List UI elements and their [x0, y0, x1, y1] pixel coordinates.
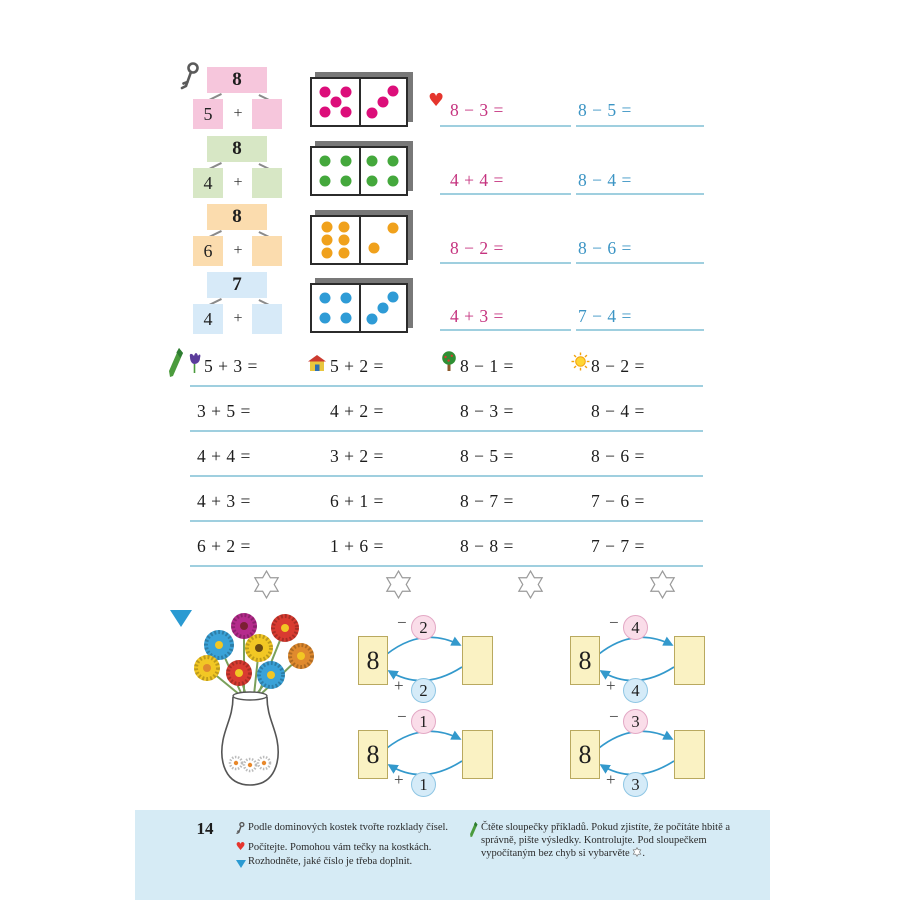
domino-tile [310, 146, 408, 196]
total-box: 8 [207, 67, 267, 93]
machine-output-box-empty[interactable] [462, 636, 493, 685]
machine-output-box-empty[interactable] [674, 636, 705, 685]
total-box: 8 [207, 204, 267, 230]
plus-sign: + [233, 105, 243, 122]
column-equation: 8 − 8 = [460, 536, 514, 556]
domino-tile [310, 283, 408, 333]
equation: 8 − 2 = [450, 238, 504, 258]
answer-line[interactable] [576, 329, 704, 331]
plus-sign: + [394, 676, 404, 695]
plus-value-circle: 1 [411, 772, 436, 797]
answer-line[interactable] [576, 193, 704, 195]
heart-icon: ♥ [235, 840, 246, 853]
minus-value-circle: 3 [623, 709, 648, 734]
equation: 8 − 6 = [578, 238, 632, 258]
column-equation: 7 − 6 = [591, 491, 645, 511]
flower [245, 634, 273, 662]
minus-value-circle: 1 [411, 709, 436, 734]
instruction-text: Rozhodněte, jaké číslo je třeba doplnit. [248, 856, 413, 867]
number-machine [358, 612, 492, 704]
machine-output-box-empty[interactable] [674, 730, 705, 779]
answer-box-empty[interactable] [252, 168, 282, 198]
triangle-down-icon [170, 610, 192, 627]
sun-icon [571, 352, 590, 376]
column-equation: 6 + 2 = [197, 536, 251, 556]
addend-box: 4 [193, 168, 223, 198]
pen-icon [167, 347, 184, 383]
instruction-text: Počítejte. Pomohou vám tečky na kostkách. [248, 842, 432, 853]
column-equation: 8 − 2 = [591, 356, 645, 376]
column-equation: 8 − 4 = [591, 401, 645, 421]
answer-line[interactable] [440, 125, 571, 127]
answer-line[interactable] [190, 385, 703, 387]
domino-right-half [359, 217, 406, 263]
machine-output-box-empty[interactable] [462, 730, 493, 779]
plus-value-circle: 3 [623, 772, 648, 797]
equation: 8 − 5 = [578, 100, 632, 120]
total-box: 8 [207, 136, 267, 162]
column-equation: 4 + 2 = [330, 401, 384, 421]
domino-left-half [312, 217, 361, 263]
column-equation: 8 − 6 = [591, 446, 645, 466]
triangle-down-icon [233, 855, 248, 873]
plus-sign: + [606, 676, 616, 695]
addend-box: 6 [193, 236, 223, 266]
number-machine [570, 706, 704, 798]
equation: 7 − 4 = [578, 306, 632, 326]
tulip-icon [188, 352, 201, 379]
reward-star-icon[interactable] [383, 569, 414, 605]
plus-value-circle: 4 [623, 678, 648, 703]
house-icon [308, 355, 326, 376]
decomposition-group [185, 272, 297, 335]
total-box: 7 [207, 272, 267, 298]
domino-left-half [312, 148, 361, 194]
addend-box: 4 [193, 304, 223, 334]
answer-box-empty[interactable] [252, 99, 282, 129]
number-machine [570, 612, 704, 704]
tree-icon [441, 351, 457, 376]
machine-input-box: 8 [358, 636, 388, 685]
vase-daisy-band [230, 757, 270, 771]
answer-line[interactable] [190, 520, 703, 522]
decomposition-group [185, 67, 297, 130]
equation: 8 − 4 = [578, 170, 632, 190]
key-icon [233, 821, 248, 840]
column-equation: 8 − 7 = [460, 491, 514, 511]
column-equation: 5 + 3 = [204, 356, 258, 376]
minus-sign: − [397, 613, 407, 632]
instruction-row [233, 855, 463, 873]
answer-line[interactable] [576, 125, 704, 127]
equation: 8 − 3 = [450, 100, 504, 120]
instruction-row [233, 821, 463, 840]
column-equation: 8 − 1 = [460, 356, 514, 376]
pen-icon [466, 821, 481, 860]
flower [194, 655, 220, 681]
flower [226, 660, 252, 686]
plus-sign: + [394, 770, 404, 789]
answer-line[interactable] [190, 475, 703, 477]
column-equation: 8 − 5 = [460, 446, 514, 466]
plus-sign: + [233, 242, 243, 259]
instruction-row [233, 841, 463, 854]
decomposition-group [185, 204, 297, 267]
minus-value-circle: 2 [411, 615, 436, 640]
minus-sign: − [397, 707, 407, 726]
answer-line[interactable] [440, 193, 571, 195]
plus-value-circle: 2 [411, 678, 436, 703]
domino-tile [310, 77, 408, 127]
domino-right-half [359, 285, 406, 331]
machine-input-box: 8 [570, 636, 600, 685]
answer-line[interactable] [190, 565, 703, 567]
vase [222, 692, 278, 785]
column-equation: 3 + 5 = [197, 401, 251, 421]
flower-vase-illustration [190, 603, 340, 808]
decomposition-group [185, 136, 297, 199]
footer-instructions-right [466, 821, 758, 860]
answer-box-empty[interactable] [252, 304, 282, 334]
flower [288, 643, 314, 669]
machine-input-box: 8 [358, 730, 388, 779]
minus-sign: − [609, 613, 619, 632]
reward-star-icon[interactable] [515, 569, 546, 605]
domino-right-half [359, 79, 406, 125]
page-number: 14 [196, 819, 214, 838]
reward-star-icon [632, 847, 642, 857]
column-equation: 5 + 2 = [330, 356, 384, 376]
answer-line[interactable] [440, 329, 571, 331]
machine-input-box: 8 [570, 730, 600, 779]
equation: 4 + 4 = [450, 170, 504, 190]
flower [231, 613, 257, 639]
domino-left-half [312, 285, 361, 331]
column-equation: 4 + 3 = [197, 491, 251, 511]
minus-value-circle: 4 [623, 615, 648, 640]
minus-sign: − [609, 707, 619, 726]
column-equation: 6 + 1 = [330, 491, 384, 511]
number-machine [358, 706, 492, 798]
column-equation: 7 − 7 = [591, 536, 645, 556]
flower [257, 661, 285, 689]
answer-line[interactable] [190, 430, 703, 432]
flower [271, 614, 299, 642]
answer-box-empty[interactable] [252, 236, 282, 266]
reward-star-icon[interactable] [251, 569, 282, 605]
answer-line[interactable] [576, 262, 704, 264]
domino-right-half [359, 148, 406, 194]
instruction-text: Čtěte sloupečky příkladů. Pokud zjistíte, že počítáte hbitě a správně, pište výsledky. Kontrolujte. Pod sloupečkem vypočítaným bez chyb si vybarvěte . [481, 822, 731, 859]
plus-sign: + [233, 310, 243, 327]
column-equation: 8 − 3 = [460, 401, 514, 421]
addend-box: 5 [193, 99, 223, 129]
domino-tile [310, 215, 408, 265]
plus-sign: + [233, 174, 243, 191]
column-equation: 3 + 2 = [330, 446, 384, 466]
footer-instructions-left [233, 821, 463, 874]
instruction-text: Podle dominových kostek tvořte rozklady čísel. [248, 822, 449, 833]
answer-line[interactable] [440, 262, 571, 264]
equation: 4 + 3 = [450, 306, 504, 326]
column-equation: 4 + 4 = [197, 446, 251, 466]
domino-left-half [312, 79, 361, 125]
column-equation: 1 + 6 = [330, 536, 384, 556]
heart-icon: ♥ [428, 90, 445, 111]
plus-sign: + [606, 770, 616, 789]
reward-star-icon[interactable] [647, 569, 678, 605]
